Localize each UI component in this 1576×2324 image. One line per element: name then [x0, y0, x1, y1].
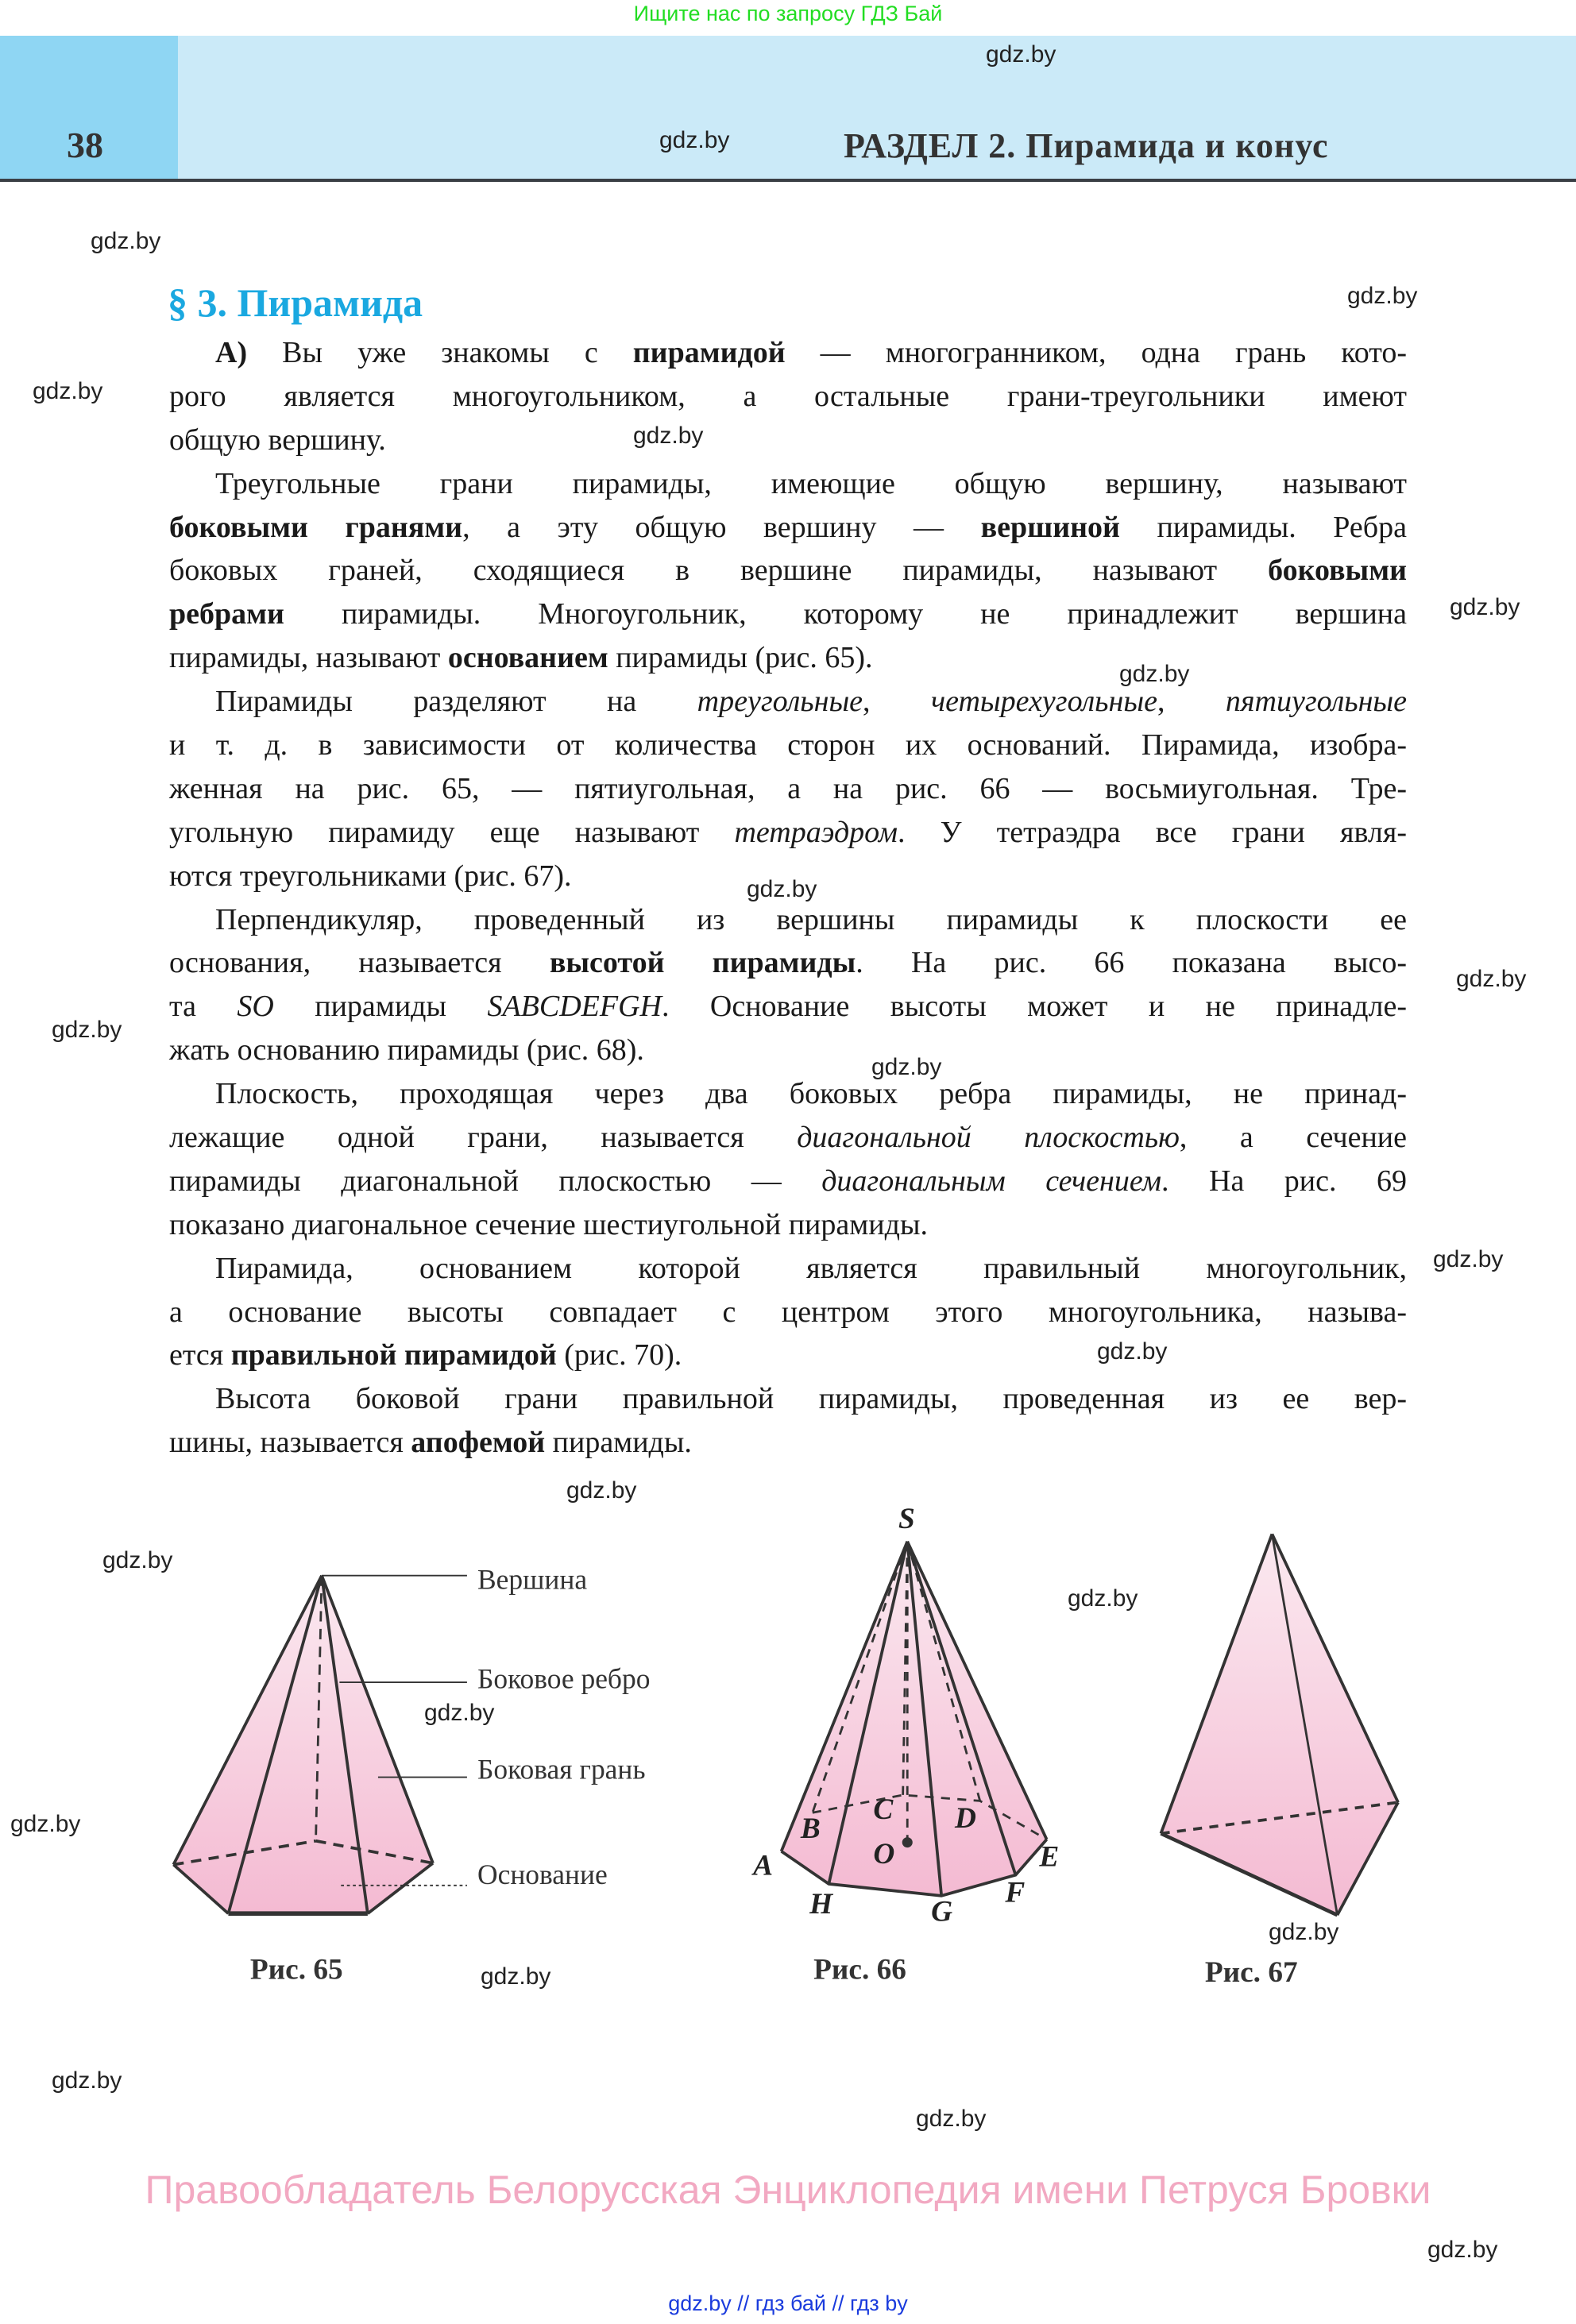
- bold-term: А): [215, 336, 248, 369]
- text-line: [169, 375, 1407, 419]
- watermark: gdz.by: [102, 1547, 173, 1573]
- text-line: [169, 1334, 1407, 1377]
- vertex-H: H: [809, 1888, 833, 1921]
- text-run: пирамиды: [273, 990, 488, 1024]
- vertex-G: G: [931, 1895, 953, 1928]
- watermark: gdz.by: [1269, 1919, 1339, 1945]
- bold-term: основанием: [447, 641, 608, 675]
- text-line: [169, 1116, 1407, 1160]
- text-run: пирамиды. Многоугольник, которому не принадлежит вершина: [284, 597, 1407, 631]
- text-run: ется: [169, 1338, 231, 1372]
- text-run: пирамиды диагональной плоскостью —: [169, 1164, 822, 1198]
- watermark: gdz.by: [566, 1477, 637, 1504]
- caption-fig-66: Рис. 66: [813, 1953, 906, 1986]
- figures: [0, 1469, 1576, 2025]
- text-line: [169, 767, 1407, 811]
- watermark: gdz.by: [91, 228, 161, 254]
- watermark: gdz.by: [52, 1017, 122, 1043]
- text-line: [169, 549, 1407, 593]
- header-band: [0, 36, 1576, 180]
- text-line: [169, 1247, 1407, 1291]
- text-run: Треугольные грани пирамиды, имеющие общую вершину, называют: [215, 466, 1407, 500]
- text-line: [169, 462, 1407, 506]
- text-line: [169, 680, 1407, 724]
- text-run: пирамиды.: [545, 1426, 692, 1460]
- caption-fig-65: Рис. 65: [249, 1953, 343, 1986]
- watermark: gdz.by: [633, 423, 704, 449]
- text-line: [169, 941, 1407, 985]
- text-run: показано диагональное сечение шестиугольной пирамиды.: [169, 1207, 929, 1241]
- text-run: боковых граней, сходящиеся в вершине пирамиды, называют: [169, 554, 1269, 588]
- text-run: . Основание высоты может и не принадле-: [661, 990, 1407, 1024]
- italic-term: четырехугольные: [930, 685, 1157, 719]
- text-line: [169, 593, 1407, 636]
- vertex-C: C: [873, 1793, 894, 1826]
- text-run: жать основанию пирамиды (рис. 68).: [169, 1033, 644, 1067]
- text-line: [169, 898, 1407, 942]
- watermark: gdz.by: [1347, 283, 1418, 309]
- text-line: [169, 1160, 1407, 1203]
- vertex-A: A: [753, 1849, 774, 1882]
- italic-term: треугольные: [697, 685, 863, 719]
- bold-term: правильной пирамидой: [230, 1338, 557, 1372]
- text-run: а основание высоты совпадает с центром этого многоугольника, называ-: [169, 1295, 1407, 1329]
- text-line: [169, 985, 1407, 1029]
- section-title: РАЗДЕЛ 2. Пирамида и конус: [844, 126, 1329, 165]
- text-run: та: [169, 990, 238, 1024]
- text-line: [169, 1291, 1407, 1334]
- paragraph-title: § 3. Пирамида: [168, 280, 423, 325]
- watermark: gdz.by: [52, 2067, 122, 2094]
- label-lateral-face: Боковая грань: [477, 1753, 646, 1785]
- watermark: gdz.by: [659, 127, 730, 153]
- text-line: [169, 1421, 1407, 1465]
- text-run: шины, называется: [169, 1426, 411, 1460]
- text-line: [169, 1377, 1407, 1421]
- text-run: Пирамида, основанием которой является правильный многоугольник,: [215, 1251, 1407, 1285]
- text-run: . У тетраэдра все грани явля-: [897, 815, 1407, 849]
- header-divider: [0, 179, 1576, 182]
- bold-term: боковыми: [1268, 554, 1407, 588]
- text-line: [169, 1029, 1407, 1072]
- italic-term: SABCDEFGH: [487, 990, 662, 1024]
- watermark: gdz.by: [10, 1811, 81, 1837]
- text-line: [169, 331, 1407, 375]
- watermark: gdz.by: [481, 1963, 551, 1990]
- text-line: [169, 419, 1407, 462]
- watermark: gdz.by: [986, 41, 1056, 68]
- text-run: ,: [863, 685, 931, 719]
- bold-term: ребрами: [169, 597, 284, 631]
- text-run: , а эту общую вершину —: [462, 510, 981, 544]
- bold-term: апофемой: [411, 1426, 546, 1460]
- page-number: 38: [67, 125, 103, 165]
- text-run: Пирамиды разделяют на: [215, 685, 697, 719]
- text-run: ,: [1157, 685, 1226, 719]
- italic-term: тетраэдром: [734, 815, 898, 849]
- figure-66-octagonal-pyramid: [782, 1542, 1047, 1896]
- text-line: [169, 1203, 1407, 1247]
- watermark: gdz.by: [1119, 661, 1190, 687]
- watermark: gdz.by: [747, 876, 817, 902]
- text-run: пирамиды. Ребра: [1119, 510, 1407, 544]
- watermark: gdz.by: [33, 378, 103, 404]
- text-run: рого является многоугольником, а остальные грани-треугольники имеют: [169, 379, 1407, 413]
- vertex-B: B: [800, 1812, 821, 1846]
- watermark: gdz.by: [1456, 966, 1527, 992]
- copyright-notice: Правообладатель Белорусская Энциклопедия имени Петруся Бровки: [145, 2168, 1431, 2212]
- italic-term: диагональной плоскостью: [797, 1121, 1180, 1155]
- watermark: gdz.by: [424, 1700, 495, 1726]
- text-run: пирамиды, называют: [169, 641, 448, 675]
- vertex-S: S: [898, 1502, 915, 1535]
- text-line: [169, 506, 1407, 550]
- caption-fig-67: Рис. 67: [1204, 1956, 1298, 1990]
- watermark: gdz.by: [916, 2106, 987, 2132]
- vertex-E: E: [1039, 1840, 1060, 1874]
- text-run: угольную пирамиду еще называют: [169, 815, 735, 849]
- text-run: . На рис. 69: [1161, 1164, 1407, 1198]
- text-line: [169, 1072, 1407, 1116]
- label-lateral-edge: Боковое ребро: [477, 1662, 651, 1695]
- text-run: основания, называется: [169, 946, 550, 980]
- watermark: gdz.by: [1450, 594, 1520, 620]
- text-run: . На рис. 66 показана высо-: [856, 946, 1407, 980]
- text-run: — многогранником, одна грань кото-: [785, 336, 1407, 369]
- text-line: [169, 636, 1407, 680]
- text-run: лежащие одной грани, называется: [169, 1121, 798, 1155]
- text-run: женная на рис. 65, — пятиугольная, а на рис. 66 — восьмиугольная. Тре-: [169, 771, 1407, 805]
- watermark: gdz.by: [1433, 1246, 1504, 1272]
- footer-links[interactable]: gdz.by // гдз бай // гдз by: [668, 2291, 908, 2315]
- text-line: [169, 811, 1407, 855]
- text-run: (рис. 70).: [556, 1338, 682, 1372]
- bold-term: высотой пирамиды: [549, 946, 856, 980]
- text-run: Высота боковой грани правильной пирамиды, проведенная из ее вер-: [215, 1382, 1407, 1416]
- figure-65-pentagonal-pyramid: [173, 1576, 467, 1914]
- text-run: Вы уже знакомы с: [247, 336, 633, 369]
- text-line: [169, 724, 1407, 767]
- text-run: и т. д. в зависимости от количества сторон их оснований. Пирамида, изобра-: [169, 728, 1407, 762]
- bold-term: боковыми гранями: [169, 510, 463, 544]
- vertex-F: F: [1005, 1876, 1026, 1909]
- bold-term: пирамидой: [632, 336, 786, 369]
- watermark: gdz.by: [1427, 2237, 1498, 2263]
- figure-67-tetrahedron: [1161, 1534, 1398, 1915]
- watermark: gdz.by: [1068, 1585, 1138, 1612]
- bold-term: вершиной: [980, 510, 1120, 544]
- text-run: Перпендикуляр, проведенный из вершины пирамиды к плоскости ее: [215, 902, 1407, 936]
- vertex-D: D: [954, 1801, 976, 1835]
- text-run: пирамиды (рис. 65).: [608, 641, 873, 675]
- vertex-O: O: [873, 1837, 895, 1870]
- search-hint-banner: Ищите нас по запросу ГДЗ Бай: [633, 2, 943, 25]
- text-run: , а сечение: [1179, 1121, 1407, 1155]
- watermark: gdz.by: [871, 1054, 942, 1080]
- text-run: общую вершину.: [169, 423, 386, 457]
- italic-term: диагональным сечением: [821, 1164, 1162, 1198]
- label-base: Основание: [477, 1858, 608, 1890]
- text-run: ются треугольниками (рис. 67).: [169, 859, 572, 893]
- label-apex: Вершина: [477, 1563, 588, 1596]
- italic-term: пятиугольные: [1225, 685, 1408, 719]
- italic-term: SO: [237, 990, 274, 1024]
- watermark: gdz.by: [1097, 1338, 1168, 1365]
- text-run: Плоскость, проходящая через два боковых ребра пирамиды, не принад-: [215, 1077, 1407, 1111]
